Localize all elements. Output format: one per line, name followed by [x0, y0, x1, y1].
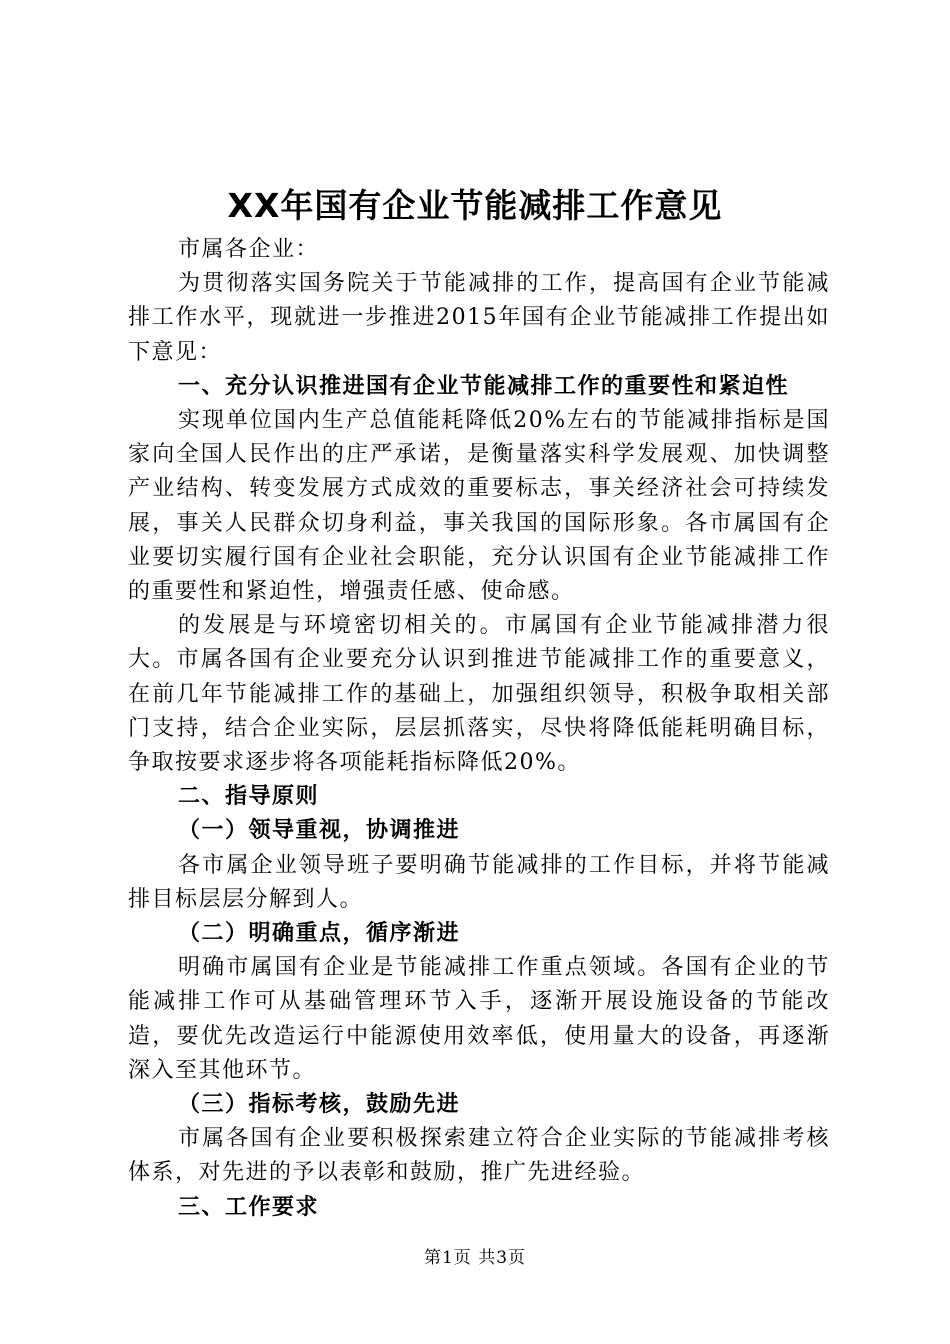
intro-paragraph: 为贯彻落实国务院关于节能减排的工作，提高国有企业节能减排工作水平，现就进一步推进2015年国有企业节能减排工作提出如下意见：	[128, 271, 830, 365]
section-2-heading: 二、指导原则	[178, 784, 320, 810]
document-body	[128, 233, 830, 1225]
section-1-paragraph-2: 的发展是与环境密切相关的。市属国有企业节能减排潜力很大。市属各国有企业要充分认识到推进节能减排工作的重要意义，在前几年节能减排工作的基础上，加强组织领导，积极争取相关部门支持，结合企业实际，层层抓落实，尽快将降低能耗明确目标，争取按要求逐步将各项能耗指标降低20%。	[128, 613, 830, 776]
subsection-2-heading: （二）明确重点，循序渐进	[178, 921, 461, 947]
section-1-paragraph-1: 实现单位国内生产总值能耗降低20%左右的节能减排指标是国家向全国人民作出的庄严承诺，是衡量落实科学发展观、加快调整产业结构、转变发展方式成效的重要标志，事关经济社会可持续发展，事关人民群众切身利益，事关我国的国际形象。各市属国有企业要切实履行国有企业社会职能，充分认识国有企业节能减排工作的重要性和紧迫性，增强责任感、使命感。	[128, 408, 830, 605]
salutation: 市属各企业：	[178, 237, 320, 262]
subsection-3-heading: （三）指标考核，鼓励先进	[178, 1092, 461, 1118]
section-3-heading: 三、工作要求	[178, 1194, 320, 1220]
subsection-2-text: 明确市属国有企业是节能减排工作重点领域。各国有企业的节能减排工作可从基础管理环节入手，逐渐开展设施设备的节能改造，要优先改造运行中能源使用效率低，使用量大的设备，再逐渐深入至其他环节。	[128, 955, 830, 1083]
section-1-heading: 一、充分认识推进国有企业节能减排工作的重要性和紧迫性	[178, 373, 790, 399]
subsection-3-text: 市属各国有企业要积极探索建立符合企业实际的节能减排考核体系，对先进的予以表彰和鼓励，推广先进经验。	[128, 1126, 830, 1186]
subsection-1-heading: （一）领导重视，协调推进	[178, 818, 461, 844]
subsection-1-text: 各市属企业领导班子要明确节能减排的工作目标，并将节能减排目标层层分解到人。	[128, 852, 830, 912]
document-title: XX年国有企业节能减排工作意见	[227, 186, 723, 225]
page-footer: 第1页 共3页	[423, 1248, 527, 1268]
